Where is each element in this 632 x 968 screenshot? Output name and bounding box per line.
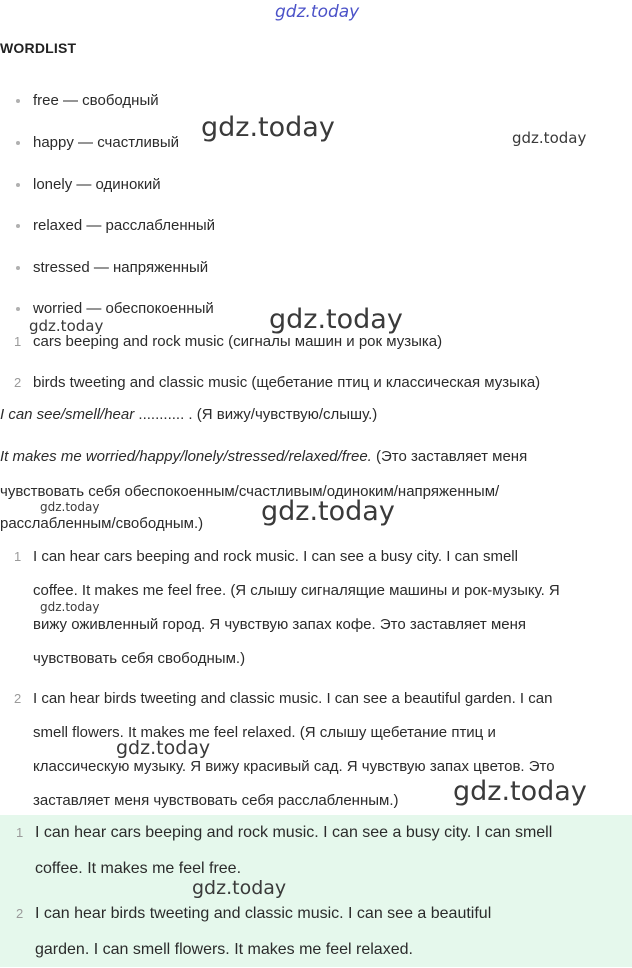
example-item: 2 I can hear birds tweeting and classic music. I can see a beautiful garden. I can smell flowers. It makes me feel relaxed. (Я слышу щебетание птиц и классическую музыку. Я вижу красивый сад. Я чувствую запах цветов. Это заставляет меня чувствовать себя расслабленным.) — [33, 682, 630, 818]
watermark: gdz.today — [116, 737, 211, 759]
sound-item: 2 birds tweeting and classic music (щебетание птиц и классическая музыка) — [33, 366, 630, 400]
watermark: gdz.today — [29, 317, 104, 335]
pattern-makes-me-line2: чувствовать себя обеспокоенным/счастливым/одиноким/напряженным/ — [0, 483, 500, 500]
bullet-icon — [16, 266, 20, 270]
watermark: gdz.today — [40, 500, 100, 514]
watermark-top: gdz.today — [275, 2, 360, 22]
wordlist-item: happy — счастливый — [33, 134, 179, 151]
watermark: gdz.today — [512, 129, 587, 147]
item-number: 2 — [14, 691, 22, 706]
wordlist-item: worried — обеспокоенный — [33, 300, 214, 317]
watermark: gdz.today — [269, 304, 403, 335]
item-number: 1 — [14, 334, 22, 349]
wordlist-heading: WORDLIST — [0, 40, 77, 56]
watermark: gdz.today — [40, 600, 100, 614]
bullet-icon — [16, 224, 20, 228]
item-number: 1 — [14, 549, 22, 564]
pattern-makes-me-line3: расслабленным/свободным.) — [0, 515, 204, 532]
wordlist-item: stressed — напряженный — [33, 259, 208, 276]
item-number: 2 — [14, 375, 22, 390]
wordlist-item: lonely — одинокий — [33, 176, 161, 193]
watermark: gdz.today — [192, 877, 287, 899]
watermark: gdz.today — [261, 496, 395, 527]
bullet-icon — [16, 99, 20, 103]
wordlist-item: relaxed — расслабленный — [33, 217, 215, 234]
sound-item: 1 cars beeping and rock music (сигналы машин и рок музыка) — [33, 325, 630, 359]
pattern-see-smell-hear: I can see/smell/hear ........... . (Я вижу/чувствую/слышу.) — [0, 406, 378, 423]
bullet-icon — [16, 141, 20, 145]
bullet-icon — [16, 183, 20, 187]
watermark: gdz.today — [453, 776, 587, 807]
bullet-icon — [16, 307, 20, 311]
example-item: 1 I can hear cars beeping and rock music. I can see a busy city. I can smell coffee. It makes me feel free. (Я слышу сигналящие машины и рок-музыку. Я вижу оживленный город. Я чувствую запах кофе. Это заставляет меня чувствовать себя свободным.) — [33, 540, 630, 676]
pattern-makes-me: It makes me worried/happy/lonely/stressed/relaxed/free. (Это заставляет меня — [0, 448, 528, 465]
answer-box — [0, 815, 632, 967]
item-number: 1 — [16, 825, 24, 840]
answer-item: 2 I can hear birds tweeting and classic music. I can see a beautiful garden. I can smell flowers. It makes me feel relaxed. — [35, 896, 630, 968]
watermark: gdz.today — [201, 112, 335, 143]
item-number: 2 — [16, 906, 24, 921]
wordlist-item: free — свободный — [33, 92, 159, 109]
answer-item: 1 I can hear cars beeping and rock music. I can see a busy city. I can smell coffee. It makes me feel free. — [35, 815, 630, 887]
